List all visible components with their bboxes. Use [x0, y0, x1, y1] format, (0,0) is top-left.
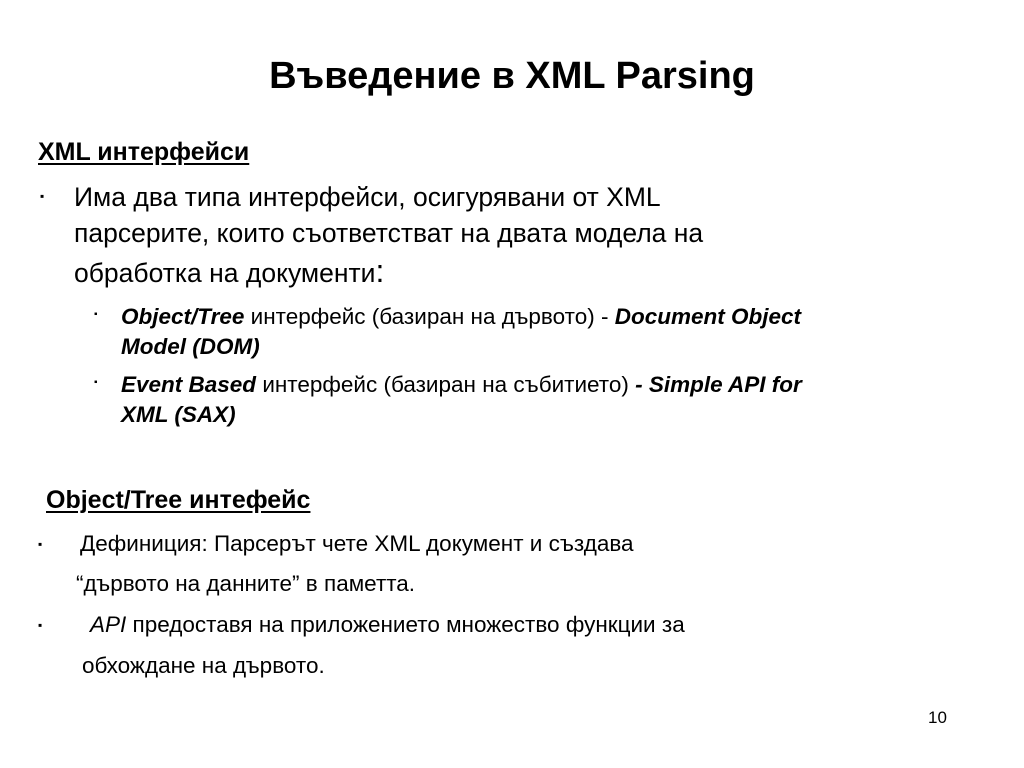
api-term: API	[90, 612, 127, 637]
square-bullet-icon: ▪	[38, 537, 43, 551]
page-number: 10	[928, 708, 947, 727]
intro-line-3	[74, 253, 384, 291]
object-tree-term: Object/Tree	[121, 304, 245, 329]
intro-colon: :	[375, 253, 385, 289]
definition-line-2: “дървото на данните” в паметта.	[76, 571, 416, 596]
api-line-1-rest: предоставя на приложението множество функции за	[126, 612, 685, 637]
api-line-1	[90, 605, 685, 645]
section-heading-xml-interfaces: XML интерфейси	[38, 138, 250, 166]
definition-line-1: Дефиниция: Парсерът чете XML документ и създава	[80, 531, 634, 556]
square-bullet-icon: ▪	[38, 618, 43, 632]
intro-line-2: парсерите, които съответстват на двата модела на	[74, 218, 704, 248]
intro-line-1: Има два типа интерфейси, осигурявани от XML	[74, 182, 661, 212]
square-bullet-icon: ▪	[40, 189, 45, 203]
sub-item-object-tree-line-1	[121, 302, 801, 332]
sax-term-part2: XML (SAX)	[121, 402, 236, 427]
section-heading-object-tree: Object/Tree интефейс	[46, 486, 311, 514]
intro-line-3-text: обработка на документи	[74, 258, 376, 288]
square-bullet-icon: ▪	[94, 377, 98, 388]
object-tree-desc: интерфейс (базиран на дървото) -	[244, 304, 615, 329]
sub-item-event-based-line-1	[121, 370, 802, 400]
sax-term-part1: - Simple API for	[635, 372, 802, 397]
event-based-desc: интерфейс (базиран на събитието)	[256, 372, 636, 397]
slide-title: Въведение в XML Parsing	[269, 55, 755, 97]
dom-term-part1: Document Object	[614, 304, 801, 329]
square-bullet-icon: ▪	[94, 309, 98, 320]
dom-term-part2: Model (DOM)	[121, 334, 260, 359]
api-line-2: обхождане на дървото.	[82, 653, 325, 678]
event-based-term: Event Based	[121, 372, 257, 397]
